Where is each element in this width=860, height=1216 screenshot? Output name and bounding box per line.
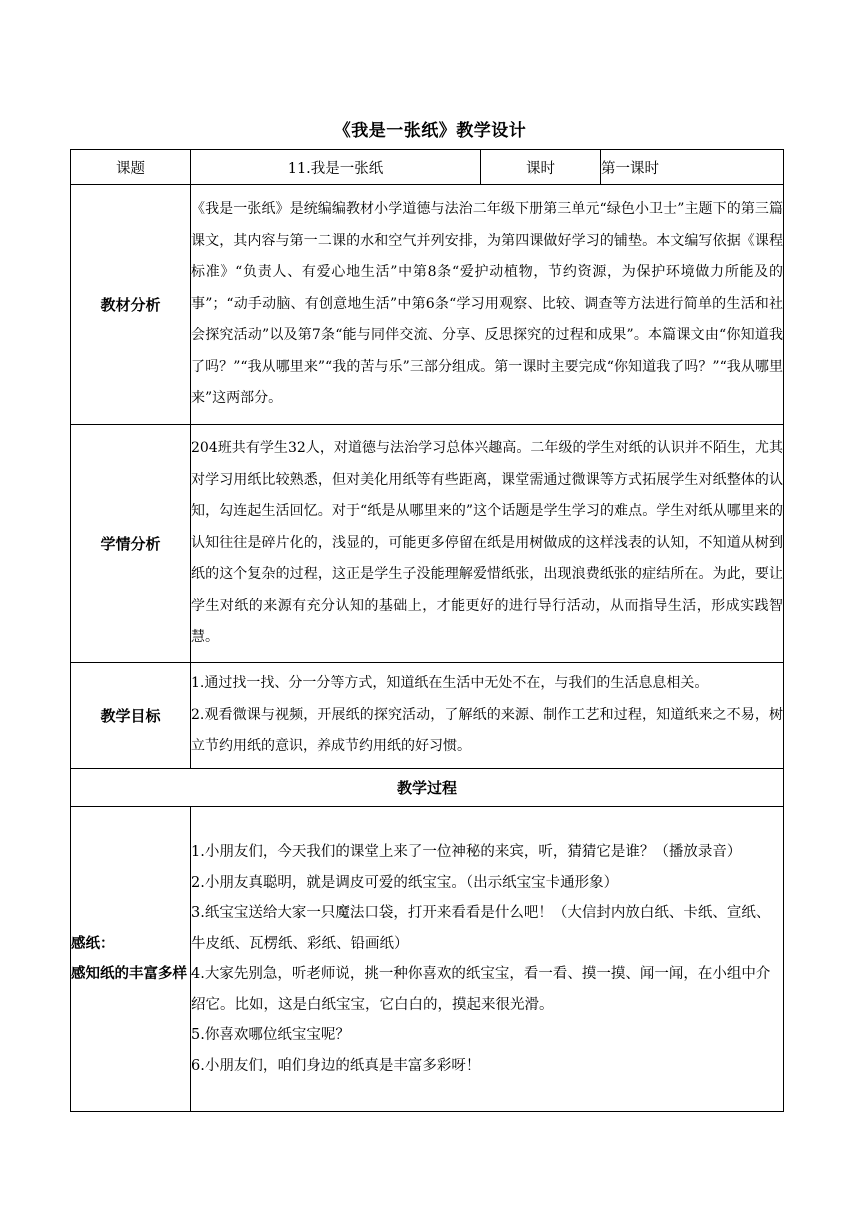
process-step: 1.小朋友们，今天我们的课堂上来了一位神秘的来宾，听，猜猜它是谁？（播放录音） xyxy=(191,844,742,860)
process-step: 2.小朋友真聪明，就是调皮可爱的纸宝宝。（出示纸宝宝卡通形象） xyxy=(191,874,619,891)
lesson-label: 课题 xyxy=(71,150,191,185)
student-analysis-row xyxy=(71,425,784,663)
teaching-goal-item: 1.通过找一找、分一分等方式，知道纸在生活中无处不在，与我们的生活息息相关。 xyxy=(191,675,709,692)
material-analysis-label: 教材分析 xyxy=(71,185,191,425)
header-row xyxy=(71,150,784,185)
lesson-value: 11.我是一张纸 xyxy=(191,150,481,185)
process-heading: 教学过程 xyxy=(71,769,784,807)
period-label: 课时 xyxy=(481,150,601,185)
process-heading-row xyxy=(71,769,784,807)
process-stage-row xyxy=(71,807,784,1112)
process-step: 4.大家先别急，听老师说，挑一种你喜欢的纸宝宝，看一看、摸一摸、闻一闻，在小组中介绍它。比如，这是白纸宝宝，它白白的，摸起来很光滑。 xyxy=(191,966,771,1013)
student-analysis-text: 204班共有学生32人，对道德与法治学习总体兴趣高。二年级的学生对纸的认识并不陌生，尤其对学习用纸比较熟悉，但对美化用纸等有些距离，课堂需通过微课等方式拓展学生对纸整体的认知，勾连起生活回忆。对于“纸是从哪里来的”这个话题是学生学习的难点。学生对纸从哪里来的认知往往是碎片化的，浅显的，可能更多停留在纸是用树做成的这样浅表的认知，不知道从树到纸的这个复杂的过程，这正是学生子没能理解爱惜纸张，出现浪费纸张的症结所在。为此，要让学生对纸的来源有充分认知的基础上，才能更好的进行导行活动，从而指导生活，形成实践智慧。 xyxy=(191,425,784,663)
process-stage-label xyxy=(71,807,191,1112)
process-step: 6.小朋友们，咱们身边的纸真是丰富多彩呀！ xyxy=(191,1057,481,1074)
material-analysis-text: 《我是一张纸》是统编编教材小学道德与法治二年级下册第三单元“绿色小卫士”主题下的第三篇课文，其内容与第一二课的水和空气并列安排，为第四课做好学习的铺垫。本文编写依据《课程标准》“负责人、有爱心地生活”中第8条“爱护动植物，节约资源，为保护环境做力所能及的事”；“动手动脑、有创意地生活”中第6条“学习用观察、比较、调查等方法进行简单的生活和社会探究活动”以及第7条“能与同伴交流、分享、反思探究的过程和成果”。本篇课文由“你知道我了吗？”“我从哪里来”“我的苦与乐”三部分组成。第一课时主要完成“你知道我了吗？”“我从哪里来”这两部分。 xyxy=(191,185,784,425)
lesson-design-table xyxy=(70,149,784,1112)
process-step: 5.你喜欢哪位纸宝宝呢？ xyxy=(191,1027,350,1043)
teaching-goals-row xyxy=(71,663,784,769)
period-value: 第一课时 xyxy=(601,150,784,185)
document-title: 《我是一张纸》教学设计 xyxy=(333,121,527,141)
student-analysis-label: 学情分析 xyxy=(71,425,191,663)
process-stage-subtitle: 感知纸的丰富多样 xyxy=(71,966,187,982)
process-step: 3.纸宝宝送给大家一只魔法口袋，打开来看看是什么吧！（大信封内放白纸、卡纸、宣纸、牛皮纸、瓦楞纸、彩纸、铅画纸） xyxy=(191,905,771,952)
teaching-goals-label: 教学目标 xyxy=(71,663,191,769)
process-stage-title: 感纸： xyxy=(71,936,115,952)
teaching-goals-list xyxy=(191,663,784,769)
process-steps xyxy=(191,807,784,1112)
teaching-goal-item: 2.观看微课与视频，开展纸的探究活动，了解纸的来源、制作工艺和过程，知道纸来之不易，树立节约用纸的意识，养成节约用纸的好习惯。 xyxy=(191,706,783,755)
material-analysis-row xyxy=(71,185,784,425)
